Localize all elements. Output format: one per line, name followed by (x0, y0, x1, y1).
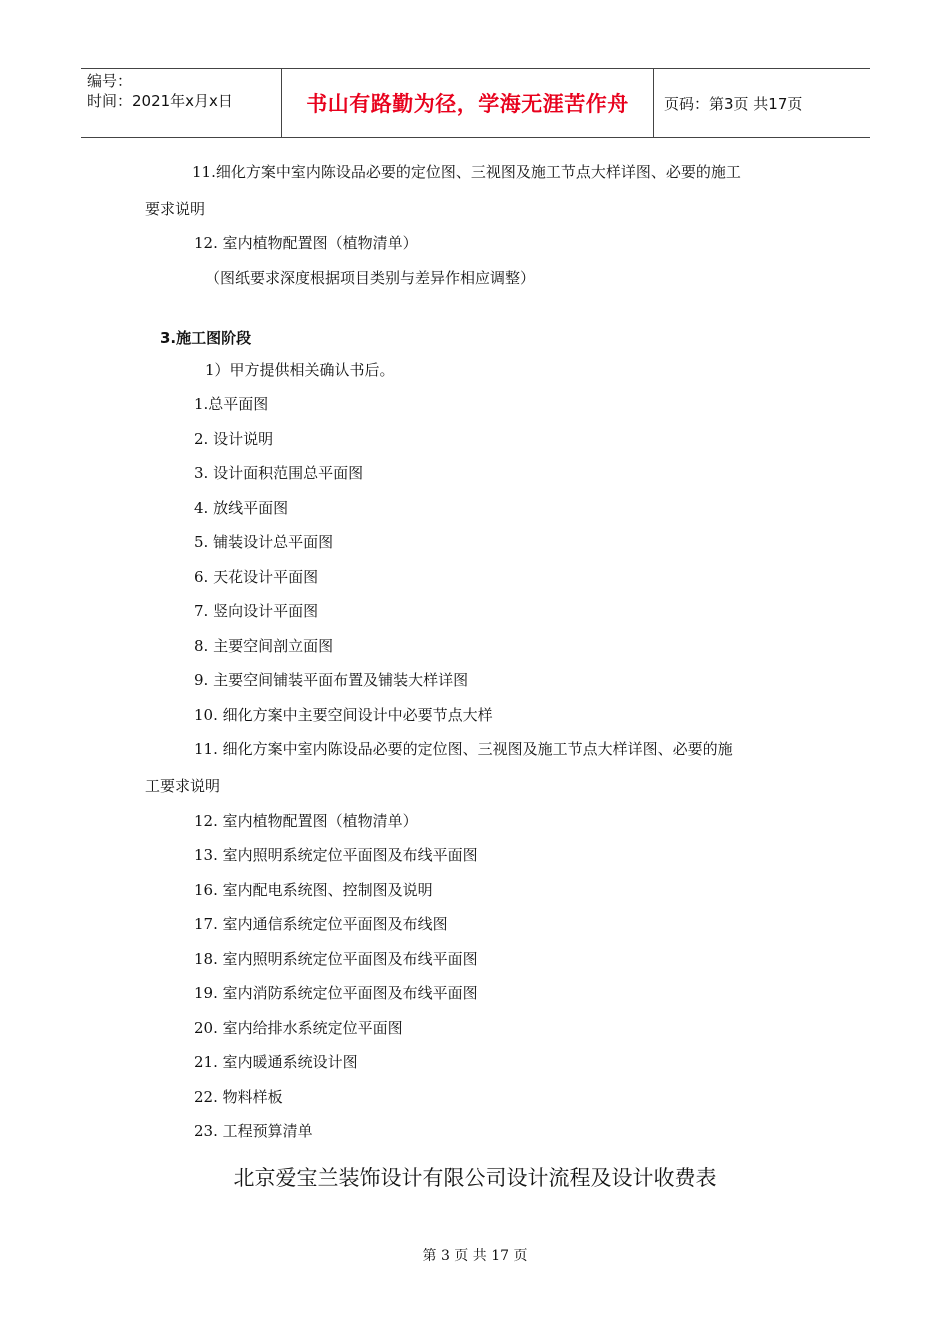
list-item: 8. 主要空间剖立面图 (194, 637, 334, 655)
item-11b-line2: 工要求说明 (145, 777, 221, 795)
header-meta (81, 69, 282, 137)
list-item: 5. 铺装设计总平面图 (194, 533, 334, 551)
number-label: 编号： (87, 72, 133, 90)
header-page-info: 页码：第3页 共17页 (664, 94, 803, 113)
header-motto: 书山有路勤为径，学海无涯苦作舟 (282, 69, 654, 137)
sub-intro: 1）甲方提供相关确认书后。 (205, 361, 395, 379)
list-item: 18. 室内照明系统定位平面图及布线平面图 (194, 950, 478, 968)
list-item: 13. 室内照明系统定位平面图及布线平面图 (194, 846, 478, 864)
list-item: 20. 室内给排水系统定位平面图 (194, 1019, 403, 1037)
list-item: 12. 室内植物配置图（植物清单） (194, 812, 418, 830)
list-item: 22. 物料样板 (194, 1088, 283, 1106)
page-footer: 第 3 页 共 17 页 (422, 1248, 528, 1264)
list-item: 23. 工程预算清单 (194, 1122, 313, 1140)
document-title: 北京爱宝兰装饰设计有限公司设计流程及设计收费表 (233, 1166, 717, 1190)
list-item: 1.总平面图 (194, 395, 269, 413)
item-11a-line2: 要求说明 (145, 200, 206, 218)
section-heading: 3.施工图阶段 (160, 329, 252, 347)
depth-note: （图纸要求深度根据项目类别与差异作相应调整） (205, 269, 536, 287)
list-item: 3. 设计面积范围总平面图 (194, 464, 364, 482)
item-11b-line1: 11. 细化方案中室内陈设品必要的定位图、三视图及施工节点大样详图、必要的施 (194, 740, 733, 758)
list-item: 16. 室内配电系统图、控制图及说明 (194, 881, 433, 899)
item-12a: 12. 室内植物配置图（植物清单） (194, 234, 418, 252)
item-11a-line1: 11.细化方案中室内陈设品必要的定位图、三视图及施工节点大样详图、必要的施工 (192, 163, 741, 181)
list-item: 21. 室内暖通系统设计图 (194, 1053, 358, 1071)
list-item: 7. 竖向设计平面图 (194, 602, 319, 620)
header-table (81, 68, 870, 138)
list-item: 6. 天花设计平面图 (194, 568, 319, 586)
list-item: 19. 室内消防系统定位平面图及布线平面图 (194, 984, 478, 1002)
list-item: 17. 室内通信系统定位平面图及布线图 (194, 915, 448, 933)
list-item: 2. 设计说明 (194, 430, 274, 448)
list-item: 10. 细化方案中主要空间设计中必要节点大样 (194, 706, 493, 724)
list-item: 9. 主要空间铺装平面布置及铺装大样详图 (194, 671, 469, 689)
time-label: 时间：2021年x月x日 (87, 92, 233, 110)
list-item: 4. 放线平面图 (194, 499, 289, 517)
